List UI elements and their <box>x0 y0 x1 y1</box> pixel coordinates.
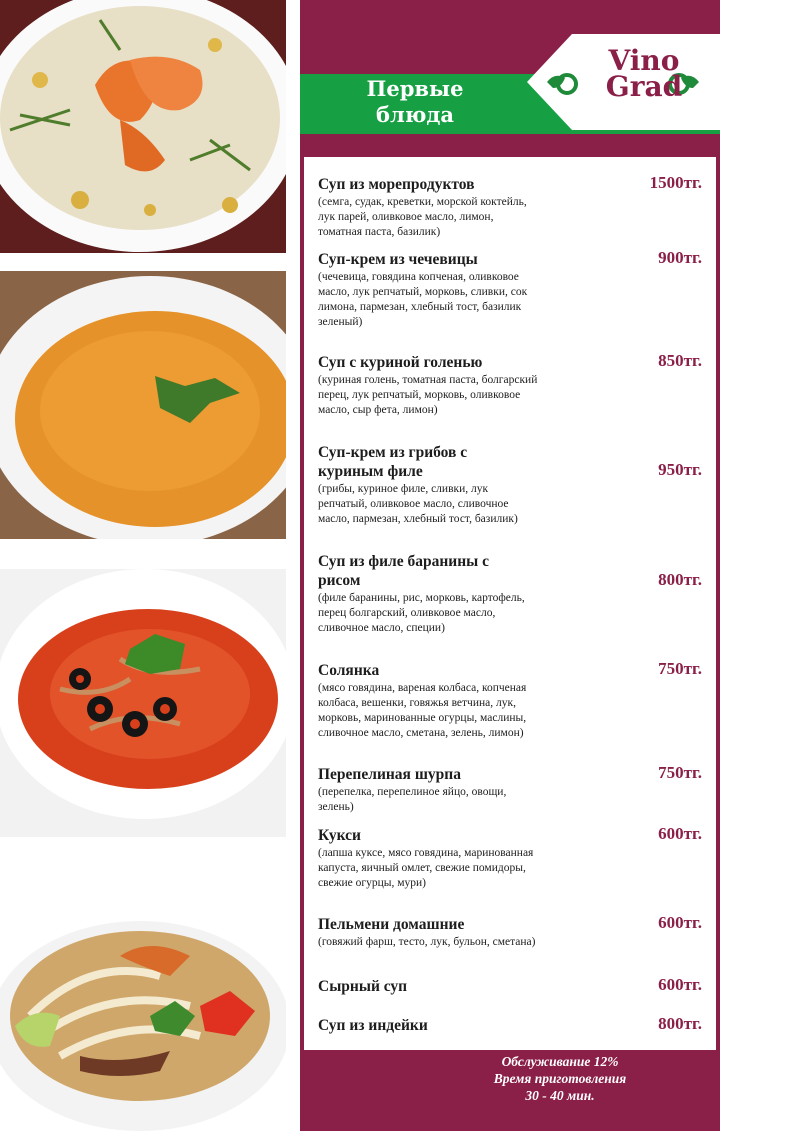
item-description: (говяжий фарш, тесто, лук, бульон, сметана) <box>318 936 536 948</box>
item-price: 950тг. <box>658 460 702 479</box>
item-description: (семга, судак, креветки, морской коктейль, лук парей, оливковое масло, лимон, томатная паста, базилик) <box>318 196 527 238</box>
photo-seafood-soup <box>0 0 286 253</box>
item-price: 900тг. <box>658 248 702 267</box>
item-price: 600тг. <box>658 824 702 843</box>
prep-time-value: 30 - 40 мин. <box>525 1088 595 1103</box>
photo-solyanka <box>0 569 286 837</box>
item-name: Перепелиная шурпа <box>318 766 461 783</box>
item-name: Солянка <box>318 662 380 679</box>
item-description: (мясо говядина, вареная колбаса, копченая колбаса, вешенки, говяжья ветчина, лук, морковь, маринованные огурцы, маслины, сливочное масло, сметана, зелень, лимон) <box>318 682 527 739</box>
vinograd-logo <box>527 34 720 130</box>
item-name: Суп с куриной голенью <box>318 354 483 371</box>
item-price: 750тг. <box>658 659 702 678</box>
item-description: (филе баранины, рис, морковь, картофель, перец болгарский, оливковое масло, сливочное масло, специи) <box>318 592 525 634</box>
item-price: 800тг. <box>658 570 702 589</box>
item-name: Суп-крем из чечевицы <box>318 251 478 268</box>
item-name: Сырный суп <box>318 978 408 995</box>
photo-lentil-soup <box>0 271 286 539</box>
logo-text <box>589 44 699 103</box>
item-name: Суп из индейки <box>318 1017 428 1034</box>
item-description: (чечевица, говядина копченая, оливковое масло, лук репчатый, морковь, сливки, сок лимона, пармезан, хлебный тост, базилик зеленый) <box>318 271 528 328</box>
service-charge: Обслуживание 12% <box>501 1054 619 1069</box>
prep-time-label: Время приготовления <box>493 1071 627 1086</box>
logo-line1: Vino <box>608 44 680 77</box>
item-description: (лапша куксе, мясо говядина, маринованная капуста, яичный омлет, свежие помидоры, свежие огурцы, мури) <box>318 847 534 889</box>
item-price: 750тг. <box>658 763 702 782</box>
logo-line2: Grad <box>605 70 683 103</box>
item-price: 600тг. <box>658 975 702 994</box>
item-name: Пельмени домашние <box>318 916 465 933</box>
item-name: Суп из филе баранины с рисом <box>318 553 490 589</box>
item-price: 800тг. <box>658 1014 702 1033</box>
item-price: 850тг. <box>658 351 702 370</box>
item-price: 600тг. <box>658 913 702 932</box>
item-name: Кукси <box>318 827 361 844</box>
section-title-text: Первые блюда <box>366 76 464 127</box>
item-description: (куриная голень, томатная паста, болгарский перец, лук репчатый, морковь, оливковое масло, сыр фета, лимон) <box>318 374 538 416</box>
item-description: (перепелка, перепелиное яйцо, овощи, зелень) <box>318 786 507 813</box>
item-name: Суп-крем из грибов с куриным филе <box>318 444 468 480</box>
footer-note <box>300 1053 720 1104</box>
item-name: Суп из морепродуктов <box>318 176 475 193</box>
item-description: (грибы, куриное филе, сливки, лук репчатый, оливковое масло, сливочное масло, пармезан, хлебный тост, базилик) <box>318 483 518 525</box>
photo-kuksi <box>0 866 286 1131</box>
section-title <box>330 76 500 128</box>
item-price: 1500тг. <box>649 173 702 192</box>
